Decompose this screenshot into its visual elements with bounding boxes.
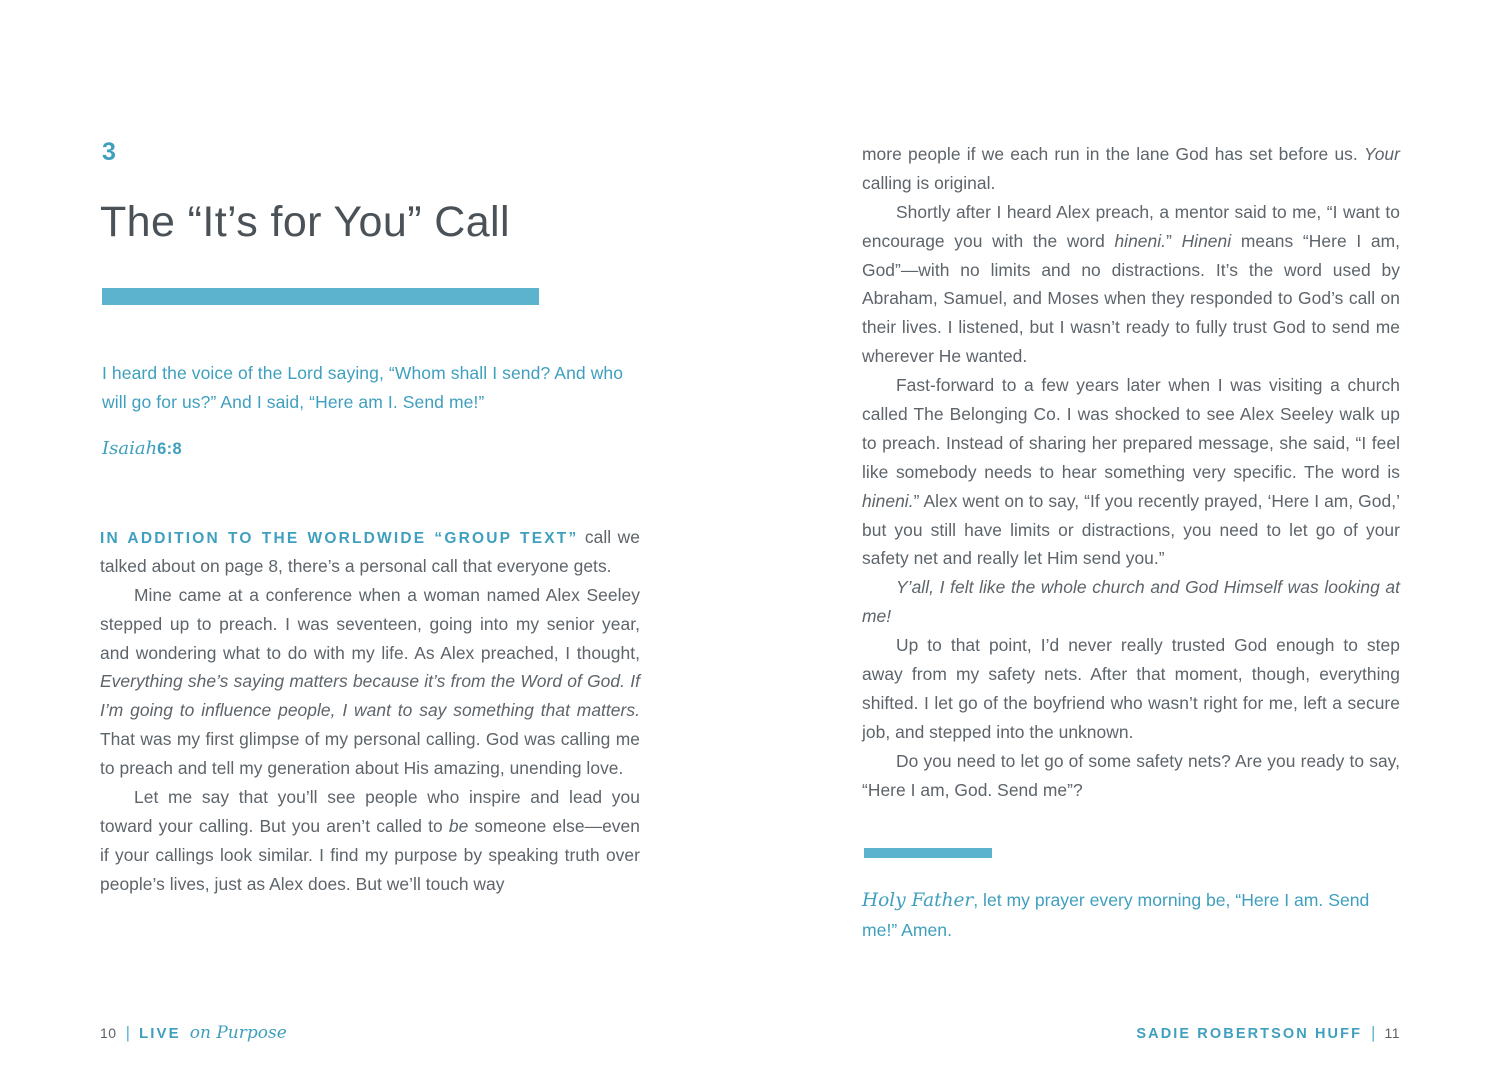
lead-in-text: IN ADDITION TO THE WORLDWIDE “GROUP TEXT” xyxy=(100,529,579,547)
left-paragraph-3 xyxy=(100,783,640,899)
right-paragraph-2-part-a: Shortly after I heard Alex preach, a mentor said to me, “I want to encourage you with the word xyxy=(862,201,1400,251)
right-paragraph-3 xyxy=(862,371,1400,573)
right-paragraph-2 xyxy=(862,198,1400,371)
footer-author: SADIE ROBERTSON HUFF xyxy=(1136,1026,1363,1042)
scripture-verse: I heard the voice of the Lord saying, “Whom shall I send? And who will go for us?” And I said, “Here am I. Send me!” xyxy=(102,363,624,412)
left-paragraph-2 xyxy=(100,581,640,783)
right-paragraph-2-italic-2: Hineni xyxy=(1181,230,1232,251)
left-page-footer xyxy=(100,1023,287,1043)
right-paragraph-4-italic: Y’all, I felt like the whole church and God Himself was looking at me! xyxy=(862,577,1400,627)
footer-brand-secondary: on Purpose xyxy=(189,1023,287,1043)
prayer-body: , let my prayer every morning be, “Here I am. Send me!” Amen. xyxy=(862,890,1370,941)
right-paragraph-2-part-b: means “Here I am, God”—with no limits and no distractions. It’s the word used by Abraham, Samuel, and Moses when they responded to God’s call on their lives. I listened, but I wasn’t ready to fully trust God to send me wherever He wanted. xyxy=(862,230,1400,367)
chapter-number: 3 xyxy=(102,138,117,166)
scripture-reference xyxy=(102,438,640,459)
right-paragraph-3-italic: hineni. xyxy=(862,490,914,511)
scripture-reference-number: 6:8 xyxy=(157,439,182,458)
prayer-salutation: Holy Father xyxy=(862,890,974,912)
accent-rule-wide xyxy=(102,288,539,305)
right-paragraph-1-italic: Your xyxy=(1364,144,1400,164)
chapter-title: The “It’s for You” Call xyxy=(100,198,510,246)
right-paragraph-1-part-a: more people if we each run in the lane God has set before us. xyxy=(862,144,1365,164)
right-paragraph-1-part-b: calling is original. xyxy=(862,172,996,193)
footer-brand-primary: LIVE xyxy=(139,1025,181,1042)
right-page-footer xyxy=(1136,1023,1400,1043)
right-page-number: 11 xyxy=(1384,1025,1400,1041)
right-paragraph-2-italic-1: hineni. xyxy=(1114,230,1167,251)
left-paragraph-1 xyxy=(100,523,640,581)
right-paragraph-3-part-b: ” Alex went on to say, “If you recently prayed, ‘Here I am, God,’ but you still have limits or distractions, you need to let go of your safety net and really let Him send you.” xyxy=(862,490,1400,569)
footer-divider: | xyxy=(125,1023,130,1042)
right-paragraph-3-part-a: Fast-forward to a few years later when I was visiting a church called The Belonging Co. I was shocked to see Alex Seeley walk up to preach. Instead of sharing her prepared message, she said, “I feel like somebody needs to hear something very specific. The word is xyxy=(862,375,1400,482)
left-paragraph-3-part-b: someone else—even if your callings look similar. I find my purpose by speaking truth over people’s lives, just as Alex does. But we’ll touch way xyxy=(100,815,640,894)
left-paragraph-2-part-a: Mine came at a conference when a woman named Alex Seeley stepped up to preach. I was seventeen, going into my senior year, and wondering what to do with my life. As Alex preached, I thought, xyxy=(100,584,640,663)
left-paragraph-2-part-b: That was my first glimpse of my personal calling. God was calling me to preach and tell my generation about His amazing, unending love. xyxy=(100,729,640,779)
right-paragraph-4 xyxy=(862,573,1400,631)
left-paragraph-2-italic: Everything she’s saying matters because it’s from the Word of God. If I’m going to influence people, I want to say something that matters. xyxy=(100,671,640,721)
footer-divider: | xyxy=(1371,1023,1376,1042)
scripture-reference-book: Isaiah xyxy=(102,437,158,459)
left-paragraph-1-rest: call we talked about on page 8, there’s a personal call that everyone gets. xyxy=(100,526,640,576)
left-page-number: 10 xyxy=(100,1025,117,1041)
right-page xyxy=(750,0,1500,1091)
left-paragraph-3-italic: be xyxy=(448,815,469,836)
right-paragraph-6: Do you need to let go of some safety nets? Are you ready to say, “Here I am, God. Send me”? xyxy=(862,750,1400,800)
right-paragraph-5: Up to that point, I’d never really trusted God enough to step away from my safety nets. After that moment, though, everything shifted. I let go of the boyfriend who wasn’t right for me, left a secure job, and stepped into the unknown. xyxy=(862,635,1400,742)
right-paragraph-1 xyxy=(862,140,1400,198)
left-paragraph-3-part-a: Let me say that you’ll see people who inspire and lead you toward your calling. But you aren’t called to xyxy=(100,787,640,836)
accent-rule-small xyxy=(864,848,992,858)
prayer-text xyxy=(862,886,1382,944)
right-paragraph-2-mid: ” xyxy=(1166,230,1182,251)
